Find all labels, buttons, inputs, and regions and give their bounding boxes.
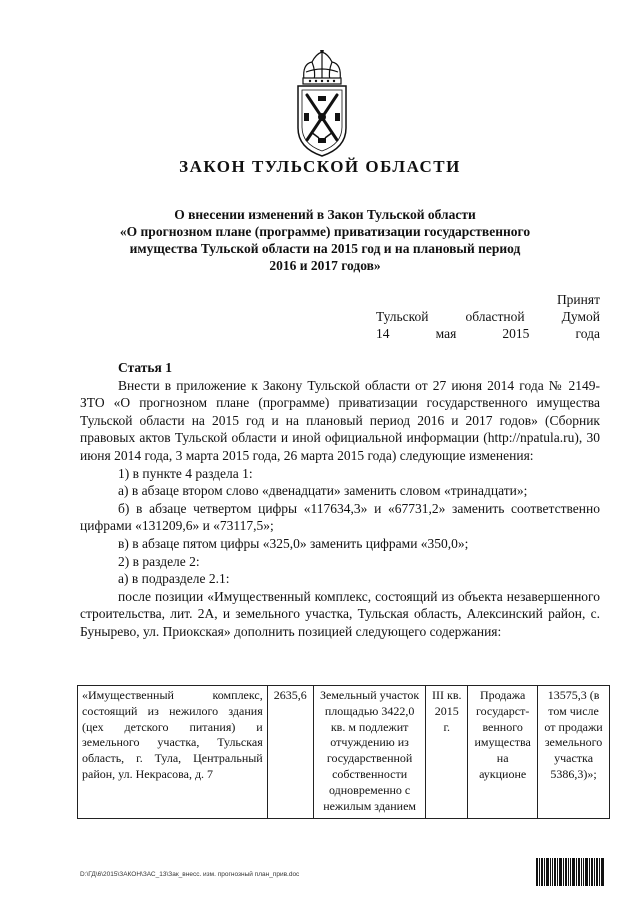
accepted-year: 2015: [502, 326, 530, 341]
cell-period: III кв. 2015 г.: [426, 686, 468, 819]
cell-revenue: 13575,3 (в том числе от продажи земельного участка 5386,3)»;: [538, 686, 610, 819]
accepted-year-word: года: [575, 326, 600, 341]
accepted-word: Принят: [556, 292, 600, 307]
file-path-footer: D:\ГД\6\2015\ЗАКОН\ЗАС_13\Зак_внесс. изм. прогнозный план_прив.doc: [80, 871, 300, 878]
paragraph: б) в абзаце четвертом цифры «117634,3» и «67731,2» заменить соответственно цифрами «131209,6» и «73117,5»;: [80, 500, 600, 534]
accepted-by-3: Думой: [561, 309, 600, 324]
document-body: [80, 359, 600, 641]
subtitle-line: 2016 и 2017 годов»: [269, 258, 381, 273]
article-heading: Статья 1: [118, 360, 172, 375]
paragraph: Внести в приложение к Закону Тульской области от 27 июня 2014 года № 2149-ЗТО «О прогнозном плане (программе) приватизации государственного имущества Тульской области на 2015 год и на плановый период 2016 и 2017 годов» (Сборник правовых актов Тульской области и иной официальной информации (http://npatula.ru), 30 июня 2014 года, 3 марта 2015 года, 26 марта 2015 года) следующие изменения:: [80, 377, 600, 463]
law-title: ЗАКОН ТУЛЬСКОЙ ОБЛАСТИ: [179, 157, 461, 176]
subtitle-line: «О прогнозном плане (программе) приватизации государственного: [119, 224, 531, 239]
paragraph: 2) в разделе 2:: [118, 553, 200, 569]
accepted-day: 14: [376, 326, 390, 341]
paragraph: в) в абзаце пятом цифры «325,0» заменить цифрами «350,0»;: [118, 535, 469, 551]
adoption-block: [376, 291, 600, 342]
barcode-image: [536, 858, 604, 886]
table-row: [78, 686, 610, 819]
paragraph: а) в подразделе 2.1:: [118, 571, 230, 587]
law-subtitle: [90, 206, 560, 274]
coat-of-arms-emblem: [292, 50, 352, 158]
paragraph: а) в абзаце втором слово «двенадцати» заменить словом «тринадцати»;: [118, 483, 528, 499]
cell-method: Продажа государст-венного имущества на аукционе: [468, 686, 538, 819]
accepted-by-1: Тульской: [376, 309, 429, 324]
accepted-by-2: областной: [465, 309, 525, 324]
cell-note: Земельный участок площадью 3422,0 кв. м подлежит отчуждению из государственной собственности одновременно с нежилым зданием: [313, 686, 426, 819]
cell-area: 2635,6: [267, 686, 313, 819]
subtitle-line: имущества Тульской области на 2015 год и на плановый период: [129, 241, 521, 256]
paragraph: после позиции «Имущественный комплекс, состоящий из объекта незавершенного строительства, лит. 2А, и земельного участка, Тульская область, Алексинский район, с. Бунырево, ул. Приокская» дополнить позицией следующего содержания:: [80, 588, 600, 639]
privatization-table: [77, 685, 610, 819]
subtitle-line: О внесении изменений в Закон Тульской области: [174, 207, 476, 222]
cell-object: «Имущественный комплекс, состоящий из нежилого здания (цех детского питания) и земельного участка, Тульская область, г. Тула, Центральный район, ул. Некрасова, д. 7: [78, 686, 268, 819]
accepted-month: мая: [435, 326, 457, 341]
paragraph: 1) в пункте 4 раздела 1:: [118, 465, 253, 481]
